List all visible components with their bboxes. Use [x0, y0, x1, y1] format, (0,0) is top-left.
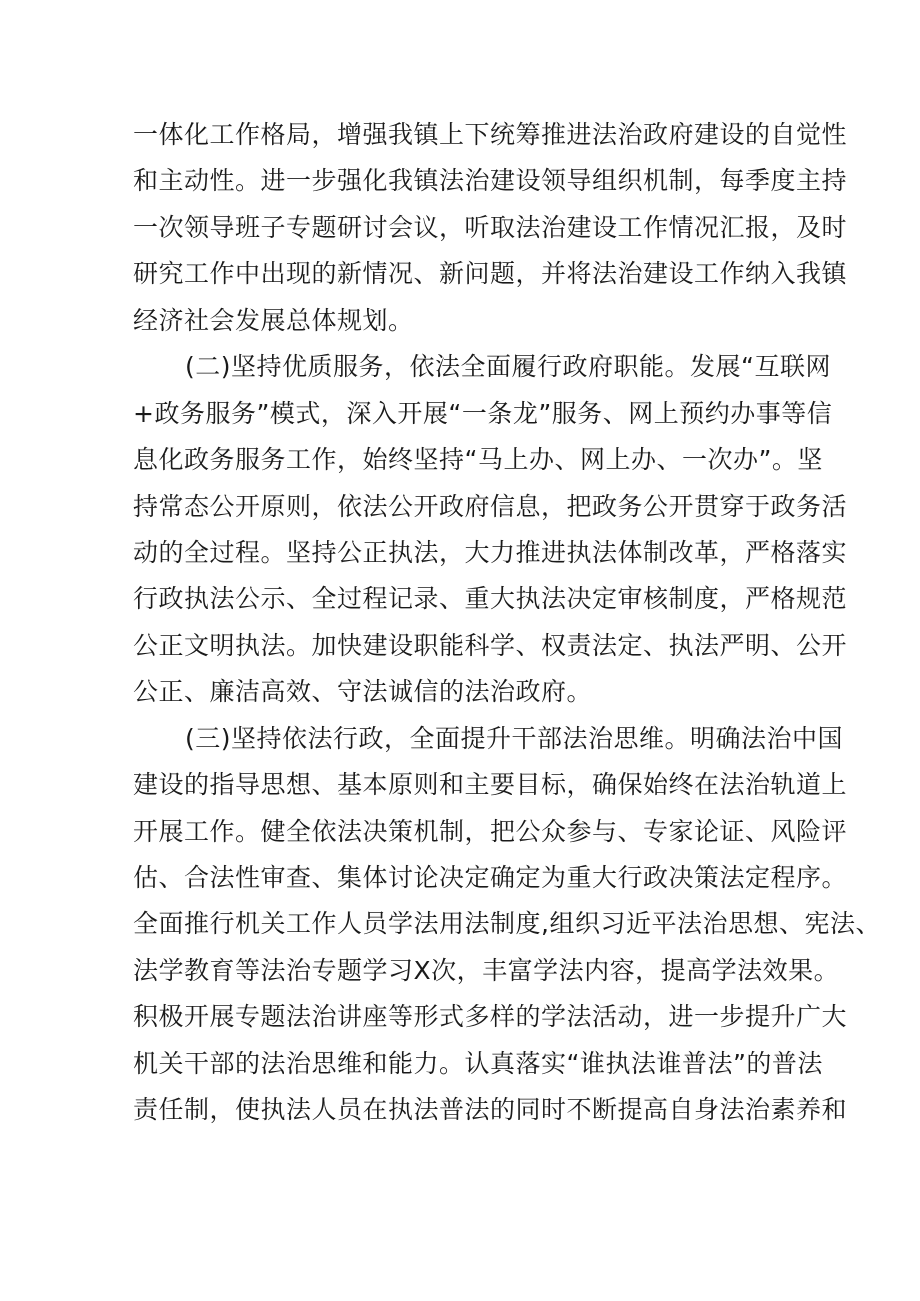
text-line: 机关干部的法治思维和能力。认真落实“谁执法谁普法”的普法: [133, 1048, 823, 1078]
text-line: 和主动性。进一步强化我镇法治建设领导组织机制，每季度主持: [133, 166, 848, 196]
text-line: 动的全过程。坚持公正执法，大力推进执法体制改革，严格落实: [133, 537, 848, 567]
text-line: 积极开展专题法治讲座等形式多样的学法活动，进一步提升广大: [133, 1002, 848, 1032]
paragraph-section-3: [133, 716, 881, 1134]
text-line: 一体化工作格局，增强我镇上下统筹推进法治政府建设的自觉性: [133, 120, 848, 149]
text-line: +政务服务”模式，深入开展“一条龙”服务、网上预约办事等信: [133, 398, 833, 428]
text-line: 公正文明执法。加快建设职能科学、权责法定、执法严明、公开: [133, 630, 848, 660]
text-line: 开展工作。健全依法决策机制，把公众参与、专家论证、风险评: [133, 816, 848, 846]
text-line: 公正、廉洁高效、守法诚信的法治政府。: [133, 677, 593, 707]
text-line: 息化政务服务工作，始终坚持“马上办、网上办、一次办”。坚: [133, 445, 823, 475]
paragraph-continuation: [133, 112, 848, 344]
text-line: 建设的指导思想、基本原则和主要目标，确保始终在法治轨道上: [133, 770, 848, 800]
document-body: [133, 112, 881, 1134]
text-line: 全面推行机关工作人员学法用法制度,组织习近平法治思想、宪法、: [133, 909, 881, 939]
text-line: 估、合法性审查、集体讨论决定确定为重大行政决策法定程序。: [133, 863, 848, 892]
text-line: 一次领导班子专题研讨会议，听取法治建设工作情况汇报，及时: [133, 212, 848, 242]
paragraph-section-2: [133, 344, 848, 716]
text-line: 法学教育等法治专题学习X次，丰富学法内容，提高学法效果。: [133, 955, 840, 985]
text-line: (二)坚持优质服务，依法全面履行政府职能。发展“互联网: [185, 352, 831, 382]
text-line: 持常态公开原则，依法公开政府信息，把政务公开贯穿于政务活: [133, 491, 848, 521]
text-line: 行政执法公示、全过程记录、重大执法决定审核制度，严格规范: [133, 584, 848, 614]
text-line: (三)坚持依法行政，全面提升干部法治思维。明确法治中国: [185, 723, 844, 753]
text-line: 经济社会发展总体规划。: [133, 305, 414, 335]
text-line: 责任制，使执法人员在执法普法的同时不断提高自身法治素养和: [133, 1095, 848, 1125]
text-line: 研究工作中出现的新情况、新问题，并将法治建设工作纳入我镇: [133, 259, 848, 289]
